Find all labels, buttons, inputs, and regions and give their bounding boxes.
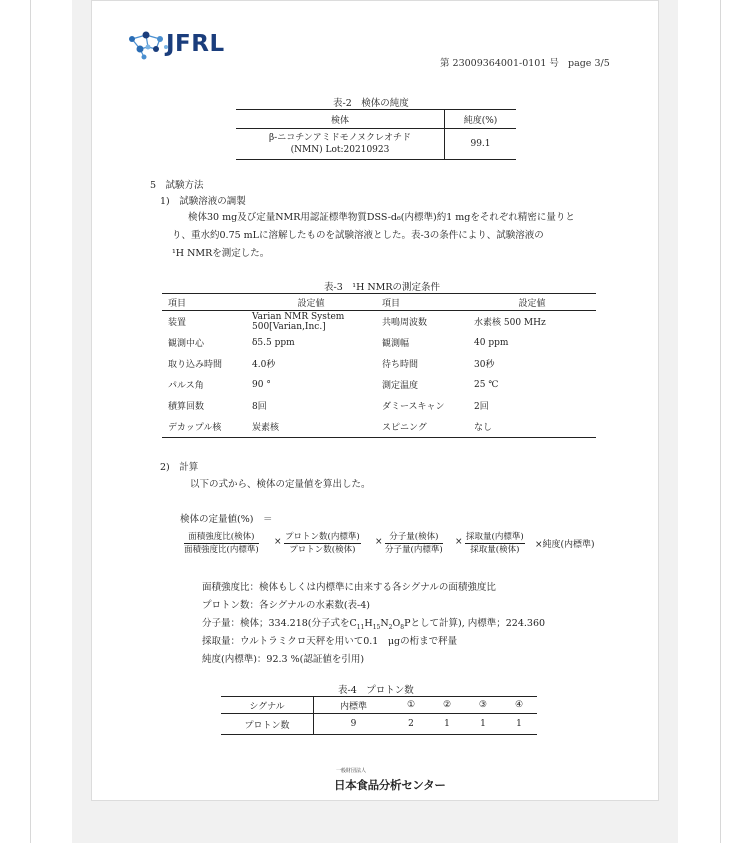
table3-caption: 表-3 ¹H NMRの測定条件	[324, 282, 441, 293]
table4-header: ③	[465, 697, 501, 714]
table4-cell: プロトン数	[221, 714, 314, 735]
table3-cell: 40 ppm	[474, 337, 509, 348]
document-number: 第 23009364001-0101 号 page 3/5	[440, 58, 610, 69]
table-row	[162, 395, 596, 416]
table2-header-purity: 純度(%)	[445, 110, 517, 129]
table3-cell: 待ち時間	[382, 360, 419, 370]
table3-header: 設定値	[246, 294, 376, 311]
table3-cell: 観測中心	[168, 339, 205, 349]
table3-cell: 共鳴周波数	[382, 318, 428, 328]
purity-table	[236, 109, 516, 160]
table3-cell: 測定温度	[382, 381, 419, 391]
org-type-label: 一般財団法人	[336, 768, 367, 774]
table2-sample-cell: β-ニコチンアミドモノヌクレオチド (NMN) Lot:20210923	[236, 129, 445, 160]
table3-header: 項目	[162, 294, 246, 311]
table4-cell: 1	[501, 714, 537, 735]
table-row	[162, 311, 596, 333]
table4-caption: 表-4 プロトン数	[338, 685, 414, 696]
table3-cell: 観測幅	[382, 339, 410, 349]
table4-header: シグナル	[221, 697, 314, 714]
molecule-icon	[126, 27, 170, 61]
table3-header: 設定値	[468, 294, 596, 311]
table3-cell: 25 ℃	[474, 379, 499, 390]
table-row	[221, 714, 537, 735]
definition-line: 分子量：検体；334.218(分子式を$C_{11}H_{15}N_2O_8P$として計算), 内標準；224.360	[202, 618, 546, 631]
table4-header: ①	[393, 697, 429, 714]
table4-header: ④	[501, 697, 537, 714]
table4-cell: 2	[393, 714, 429, 735]
formula-tail: ×純度(内標準)	[535, 540, 595, 550]
table3-cell: 炭素核	[246, 416, 376, 438]
table3-cell: 8回	[252, 402, 267, 412]
table2-purity-value: 99.1	[445, 129, 517, 160]
formula-fraction-proton: プロトン数(内標準) プロトン数(検体)	[285, 532, 360, 555]
definition-line: プロトン数：各シグナルの水素数(表-4)	[202, 600, 371, 611]
formula-label: 検体の定量値(%) ＝	[180, 514, 273, 525]
table4-cell: 9	[314, 714, 394, 735]
table2-caption: 表-2 検体の純度	[333, 98, 409, 109]
proton-count-table	[221, 696, 537, 735]
nmr-conditions-table	[162, 293, 596, 438]
table3-cell: 取り込み時間	[168, 360, 223, 370]
table4-header: ②	[429, 697, 465, 714]
times-operator: ×	[274, 537, 282, 547]
outer-frame-left	[30, 0, 31, 843]
definition-line: 純度(内標準)：92.3 %(認証値を引用)	[202, 654, 365, 665]
paragraph-line: 検体30 mg及び定量NMR用認証標準物質DSS-d₆(内標準)約1 mgをそれぞれ精密に量りと	[188, 212, 575, 223]
table3-cell: 水素核 500 MHz	[474, 318, 546, 328]
table3-cell: 装置	[168, 318, 187, 328]
org-name: 日本食品分析センター	[334, 778, 446, 792]
table3-header: 項目	[376, 294, 468, 311]
table2-header-sample: 検体	[236, 110, 445, 129]
table3-cell: Varian NMR System 500[Varian,Inc.]	[252, 311, 345, 332]
table3-cell: 30秒	[474, 360, 495, 370]
subsection-title: 2) 計算	[160, 462, 199, 473]
table3-cell: 4.0秒	[252, 360, 276, 370]
jfrl-logo	[126, 27, 236, 61]
definition-line: 採取量：ウルトラミクロ天秤を用いて0.1 μgの桁まで秤量	[202, 636, 458, 647]
document-page	[91, 0, 659, 801]
table3-cell: 積算回数	[168, 402, 205, 412]
table3-cell: δ5.5 ppm	[252, 337, 295, 348]
logo-text: JFRL	[166, 31, 225, 57]
definition-line: 面積強度比：検体もしくは内標準に由来する各シグナルの面積強度比	[202, 582, 496, 593]
organization-footer	[334, 767, 446, 793]
table3-cell: スピニング	[376, 416, 468, 438]
paragraph-line: ¹H NMRを測定した。	[172, 248, 270, 259]
table3-cell: 90 °	[252, 379, 271, 390]
table3-cell: なし	[468, 416, 596, 438]
formula-fraction-mass: 採取量(内標準) 採取量(検体)	[466, 532, 524, 555]
subsection-title: 1) 試験溶液の調製	[160, 196, 246, 207]
table4-cell: 1	[465, 714, 501, 735]
table-row	[162, 332, 596, 353]
paragraph-line: 以下の式から、検体の定量値を算出した。	[190, 479, 371, 490]
page-indicator: page 3/5	[567, 58, 610, 69]
table-row	[236, 129, 516, 160]
section-title: 5 試験方法	[150, 180, 204, 191]
table4-header: 内標準	[314, 697, 394, 714]
table-row	[162, 353, 596, 374]
table3-cell: 2回	[474, 402, 489, 412]
table3-cell: デカップル核	[162, 416, 246, 438]
formula-fraction-area: 面積強度比(検体) 面積強度比(内標準)	[184, 532, 259, 555]
formula-fraction-mw: 分子量(検体) 分子量(内標準)	[385, 532, 443, 555]
paragraph-line: り、重水約0.75 mLに溶解したものを試験溶液とした。表-3の条件により、試験溶液の	[172, 230, 544, 241]
table3-cell: パルス角	[168, 381, 204, 391]
times-operator: ×	[375, 537, 383, 547]
times-operator: ×	[455, 537, 463, 547]
table3-cell: ダミースキャン	[382, 402, 445, 412]
table4-cell: 1	[429, 714, 465, 735]
outer-frame-right	[720, 0, 721, 843]
table-row	[162, 416, 596, 438]
table-row	[162, 374, 596, 395]
